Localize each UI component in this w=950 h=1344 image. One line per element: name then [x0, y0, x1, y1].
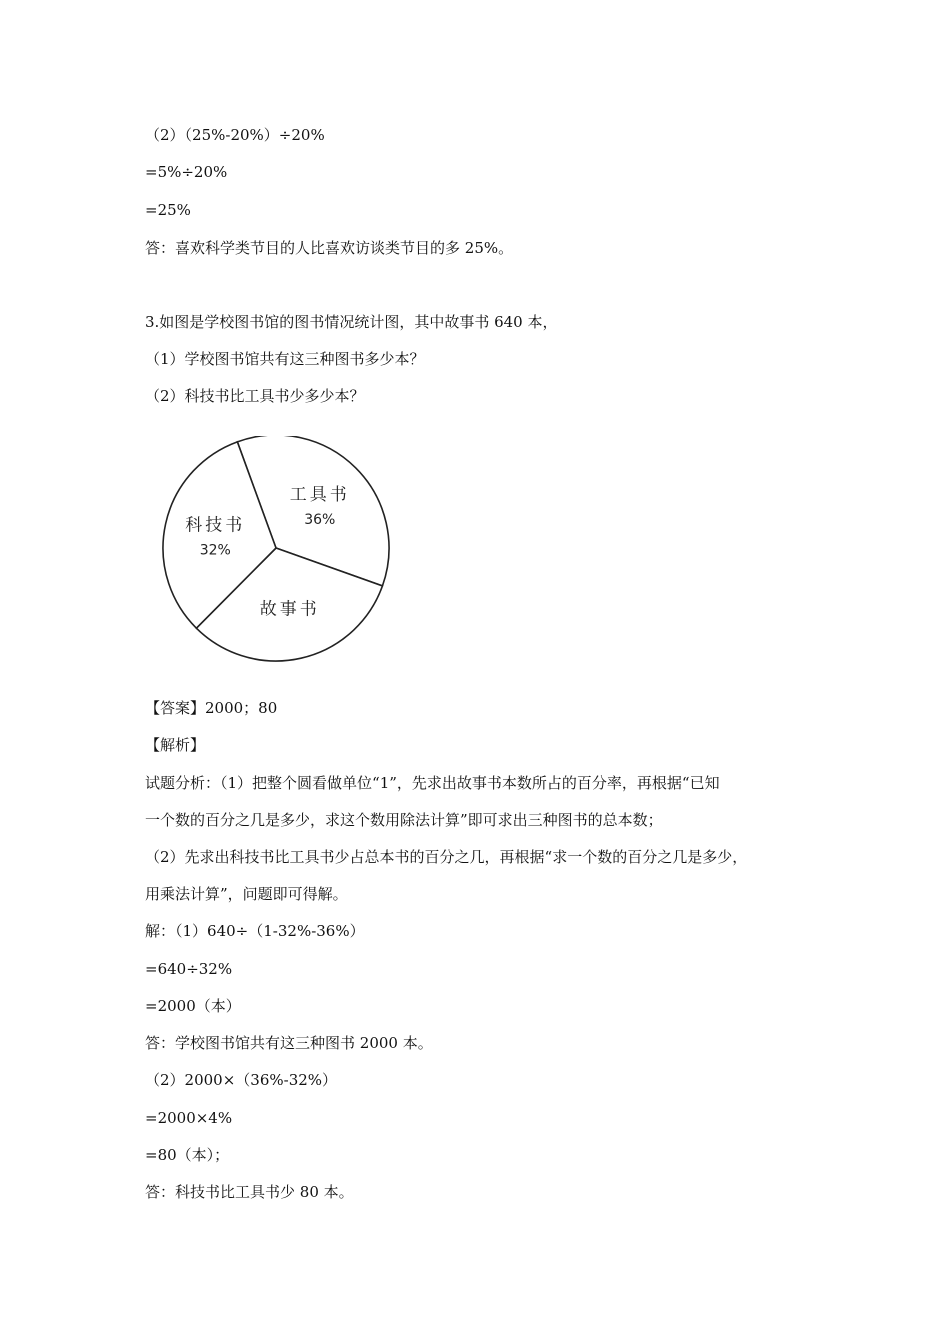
solution-2-answer: 答：科技书比工具书少 80 本。 — [145, 1183, 354, 1201]
solution-1-line-3: =2000（本） — [145, 997, 241, 1015]
solution-2-line-2: =2000×4% — [145, 1109, 233, 1127]
calc-answer: 答：喜欢科学类节目的人比喜欢访谈类节目的多 25%。 — [145, 239, 514, 257]
pie-label-1: 故事书 — [259, 599, 320, 620]
pie-label-2: 科技书 — [185, 515, 246, 536]
analysis-text-2a: （2）先求出科技书比工具书少占总本书的百分之几，再根据“求一个数的百分之几是多少， — [145, 848, 748, 866]
analysis-text-1a: 试题分析：（1）把整个圆看做单位“1”，先求出故事书本数所占的百分率，再根据“已知 — [145, 774, 720, 792]
analysis-text-2b: 用乘法计算”，问题即可得解。 — [145, 885, 348, 903]
solution-1-answer: 答：学校图书馆共有这三种图书 2000 本。 — [145, 1034, 433, 1052]
analysis-text-1b: 一个数的百分之几是多少，求这个数用除法计算”即可求出三种图书的总本数； — [145, 811, 663, 829]
pie-value-0: 36% — [304, 511, 336, 528]
pie-chart — [155, 436, 400, 668]
calc-line-1: （2）（25%-20%）÷20% — [145, 126, 325, 144]
solution-1-line-2: =640÷32% — [145, 960, 233, 978]
analysis-heading: 【解析】 — [145, 736, 206, 754]
answer-line: 【答案】2000；80 — [145, 699, 278, 717]
question-stem: 3.如图是学校图书馆的图书情况统计图，其中故事书 640 本， — [145, 313, 558, 331]
calc-line-2: =5%÷20% — [145, 163, 228, 181]
solution-2-line-3: =80（本）； — [145, 1146, 230, 1164]
solution-1-line-1: 解：（1）640÷（1-32%-36%） — [145, 922, 365, 940]
pie-label-0: 工具书 — [289, 484, 350, 505]
pie-value-2: 32% — [199, 542, 231, 559]
solution-2-line-1: （2）2000×（36%-32%） — [145, 1071, 338, 1089]
question-part-1: （1）学校图书馆共有这三种图书多少本？ — [145, 350, 425, 368]
question-part-2: （2）科技书比工具书少多少本？ — [145, 387, 365, 405]
calc-line-3: =25% — [145, 201, 191, 219]
